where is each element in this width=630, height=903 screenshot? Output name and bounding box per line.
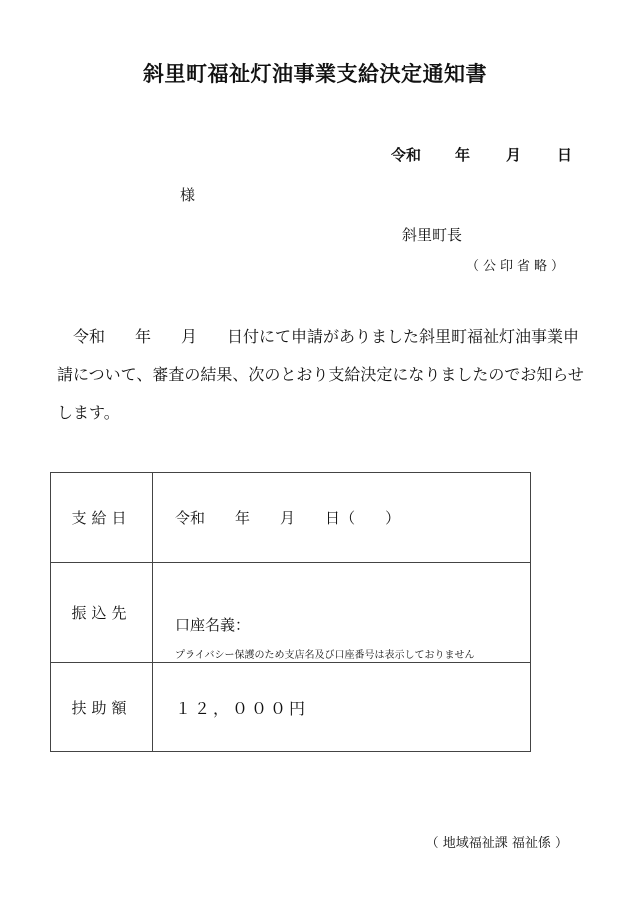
account-name-label: 口座名義： xyxy=(175,616,251,634)
issue-date-day: 日 xyxy=(556,146,572,164)
payment-date-label: 支給日 xyxy=(51,473,153,563)
amount-label: 扶助額 xyxy=(51,663,153,752)
seal-omitted-note: （公印省略） xyxy=(465,259,568,274)
amount-value: １２，０００円 xyxy=(175,698,309,718)
payment-date-era: 令和 xyxy=(175,509,206,527)
payment-date-year: 年 xyxy=(235,509,251,527)
payment-date-value xyxy=(153,473,531,563)
issue-date-era: 令和 xyxy=(390,146,421,164)
transfer-value xyxy=(153,563,531,663)
body-era: 令和 xyxy=(73,327,106,346)
payment-info-table xyxy=(50,472,531,752)
table-row-amount xyxy=(51,663,531,752)
issuer-name: 斜里町長 xyxy=(402,226,463,244)
amount-value-cell xyxy=(153,663,531,752)
table-row-transfer xyxy=(51,563,531,663)
payment-date-month: 月 xyxy=(280,509,296,527)
body-month: 月 xyxy=(181,327,198,346)
notice-body xyxy=(57,318,587,432)
body-text: 日付にて申請がありました斜里町福祉灯油事業申請について、審査の結果、次のとおり支給決定になりましたのでお知らせします。 xyxy=(57,327,584,422)
body-year: 年 xyxy=(135,327,152,346)
table-row-payment-date xyxy=(51,473,531,563)
issue-date xyxy=(391,144,572,165)
payment-date-day: 日 xyxy=(325,509,341,527)
payment-date-weekday-paren: （ ） xyxy=(340,509,401,527)
department-footer: （ 地域福祉課 福祉係 ） xyxy=(425,836,568,851)
transfer-label: 振込先 xyxy=(51,563,153,663)
recipient-suffix: 様 xyxy=(180,186,196,204)
document-title: 斜里町福祉灯油事業支給決定通知書 xyxy=(143,62,487,86)
issue-date-month: 月 xyxy=(505,146,521,164)
privacy-note: プライバシー保護のため支店名及び口座番号は表示しておりません xyxy=(175,650,475,661)
issue-date-year: 年 xyxy=(454,146,470,164)
